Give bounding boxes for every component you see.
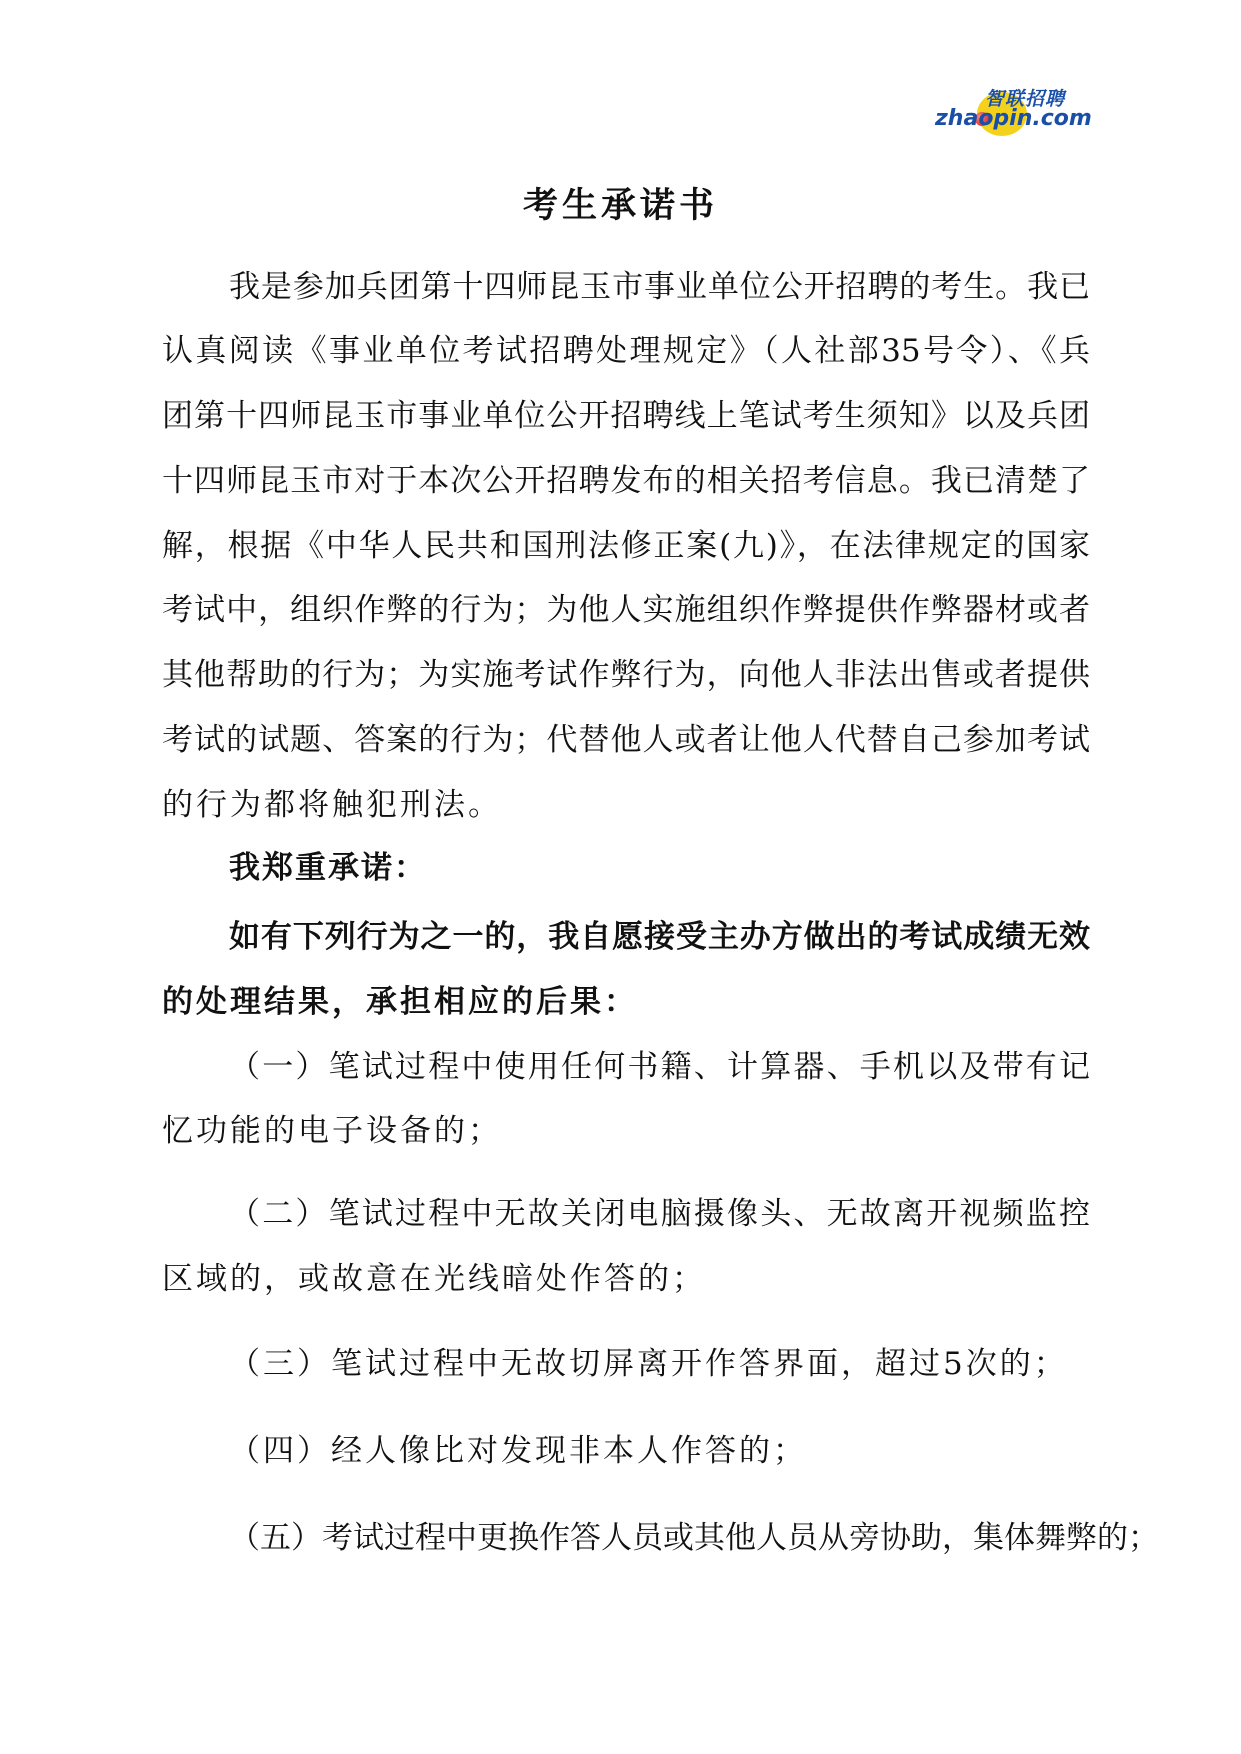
intro-line: 十四师昆玉市对于本次公开招聘发布的相关招考信息。我已清楚了 <box>162 463 1090 499</box>
item-3-line: （三）笔试过程中无故切屏离开作答界面，超过5次的； <box>229 1346 1068 1382</box>
pledge-line: 的处理结果，承担相应的后果： <box>162 984 638 1020</box>
logo-cn-text: 智联招聘 <box>985 88 1066 110</box>
intro-line: 的行为都将触犯刑法。 <box>162 787 502 823</box>
item-4-line: （四）经人像比对发现非本人作答的； <box>229 1433 807 1469</box>
intro-line: 其他帮助的行为；为实施考试作弊行为，向他人非法出售或者提供 <box>162 657 1090 693</box>
intro-line: 认真阅读《事业单位考试招聘处理规定》（人社部35号令）、《兵 <box>162 333 1090 369</box>
intro-line: 考试中，组织作弊的行为；为他人实施组织作弊提供作弊器材或者 <box>162 592 1090 628</box>
intro-line: 我是参加兵团第十四师昆玉市事业单位公开招聘的考生。我已 <box>229 269 1090 305</box>
item-2-line: （二）笔试过程中无故关闭电脑摄像头、无故离开视频监控 <box>229 1196 1090 1232</box>
item-1-line: （一）笔试过程中使用任何书籍、计算器、手机以及带有记 <box>229 1049 1090 1085</box>
intro-line: 团第十四师昆玉市事业单位公开招聘线上笔试考生须知》以及兵团 <box>162 398 1090 434</box>
item-2-line: 区域的，或故意在光线暗处作答的； <box>162 1261 706 1297</box>
document-title: 考生承诺书 <box>522 185 718 226</box>
pledge-line: 如有下列行为之一的，我自愿接受主办方做出的考试成绩无效 <box>229 919 1090 955</box>
item-1-line: 忆功能的电子设备的； <box>162 1113 502 1149</box>
pledge-heading: 我郑重承诺： <box>229 850 427 886</box>
item-5-line: （五）考试过程中更换作答人员或其他人员从旁协助，集体舞弊的； <box>229 1520 1159 1556</box>
logo-en-text: zhaopin.com <box>935 106 1092 131</box>
zhaopin-logo <box>935 84 1095 140</box>
intro-line: 解，根据《中华人民共和国刑法修正案(九)》，在法律规定的国家 <box>162 528 1090 564</box>
intro-line: 考试的试题、答案的行为；代替他人或者让他人代替自己参加考试 <box>162 722 1090 758</box>
